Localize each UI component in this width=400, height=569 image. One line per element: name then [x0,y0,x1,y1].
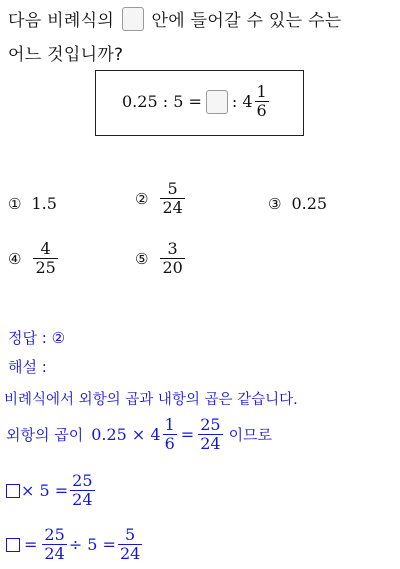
option-1-value: 1.5 [31,194,57,213]
line2-fraction [163,416,177,454]
option-1[interactable] [8,194,57,213]
option-5-num: 3 [167,239,178,258]
blank-box [122,7,144,31]
answer-value: ② [51,329,66,347]
line3-num: 25 [72,471,93,490]
equation-blank [206,90,228,114]
option-3-mark: ③ [268,194,282,213]
option-4-fraction [33,240,57,278]
fraction-denominator: 6 [256,101,267,121]
line4-fraction-2 [118,526,142,564]
option-3[interactable] [268,194,327,213]
option-4[interactable] [8,240,60,278]
option-4-num: 4 [40,239,51,258]
option-2[interactable] [135,180,187,218]
option-5-mark: ⑤ [135,249,149,268]
line4-den1: 24 [44,544,65,564]
equation-left: 0.25 : 5 = [122,92,202,112]
answer-label: 정답 : [8,329,47,347]
option-5-fraction [160,240,184,278]
question-text-before: 다음 비례식의 [8,11,115,31]
fraction-numerator: 1 [256,82,267,101]
line3-den: 24 [72,490,93,510]
line4-eq: = [24,535,38,555]
option-3-value: 0.25 [291,194,328,213]
line4-op: ÷ 5 = [68,535,116,555]
option-4-mark: ④ [8,249,22,268]
answer-line [8,327,65,348]
line2-result-fraction [198,416,222,454]
line2-res-den: 24 [200,434,221,454]
line3-fraction [70,472,94,510]
line2-frac-den: 6 [164,434,175,454]
line3-expr: × 5 = [21,481,69,501]
equation-fraction [255,83,269,121]
explanation-line-1: 비례식에서 외항의 곱과 내항의 곱은 같습니다. [4,392,298,408]
line4-fraction-1 [42,526,66,564]
line2-prefix: 외항의 곱이 [6,426,84,445]
equation-colon: : 4 [231,92,253,112]
question-line-1 [8,6,342,31]
explanation-line-3 [6,472,97,510]
question-text-after: 안에 들어갈 수 있는 수는 [151,11,342,31]
option-2-num: 5 [167,179,178,198]
explanation-label: 해설 : [8,358,47,376]
line4-den2: 24 [119,544,141,564]
option-2-den: 24 [162,198,183,218]
line4-num2: 5 [125,525,136,544]
option-4-den: 25 [35,258,56,278]
option-2-mark: ② [135,189,149,208]
line2-expr: 0.25 × 4 [91,425,161,445]
option-1-mark: ① [8,194,22,213]
option-5-den: 20 [162,258,183,278]
line2-eq: = [180,425,195,445]
equation-box [95,70,304,136]
option-5[interactable] [135,240,187,278]
line2-suffix: 이므로 [228,426,273,445]
line4-num1: 25 [44,525,65,544]
equation [122,83,271,121]
explanation-line-4 [6,526,144,564]
line2-res-num: 25 [200,415,221,434]
option-2-fraction [160,180,184,218]
explanation-line-2 [6,416,272,454]
question-line-2: 어느 것입니까? [8,45,124,65]
line2-frac-num: 1 [164,415,175,434]
square-placeholder [6,484,20,498]
square-placeholder [6,538,20,552]
